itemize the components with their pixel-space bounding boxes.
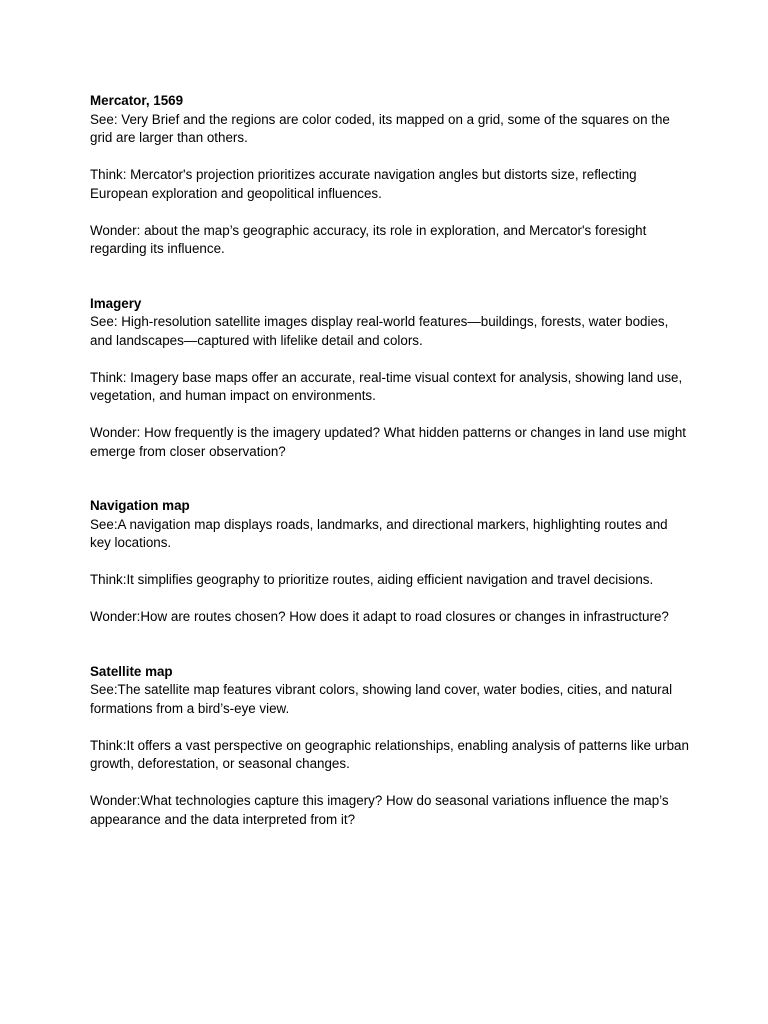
section-satellite-map xyxy=(90,663,690,830)
wonder-paragraph: Wonder: about the map’s geographic accuracy, its role in exploration, and Mercator's foresight regarding its influence. xyxy=(90,222,647,256)
section-navigation-map xyxy=(90,497,690,627)
wonder-paragraph: Wonder: How frequently is the imagery updated? What hidden patterns or changes in land use might emerge from closer observation? xyxy=(90,425,686,459)
see-paragraph: See:The satellite map features vibrant colors, showing land cover, water bodies, cities, and natural formations from a bird’s-eye view. xyxy=(90,682,673,716)
section-mercator xyxy=(90,92,690,259)
think-paragraph: Think:It simplifies geography to prioritize routes, aiding efficient navigation and travel decisions. xyxy=(90,572,654,587)
wonder-paragraph: Wonder:What technologies capture this imagery? How do seasonal variations influence the map’s appearance and the data interpreted from it? xyxy=(90,793,669,827)
see-paragraph: See:A navigation map displays roads, landmarks, and directional markers, highlighting routes and key locations. xyxy=(90,516,668,550)
document-page xyxy=(90,92,690,829)
section-heading: Navigation map xyxy=(90,498,190,513)
section-heading: Satellite map xyxy=(90,663,173,679)
section-imagery xyxy=(90,295,690,462)
think-paragraph: Think:It offers a vast perspective on geographic relationships, enabling analysis of patterns like urban growth, deforestation, or seasonal changes. xyxy=(90,737,689,771)
think-paragraph: Think: Mercator's projection prioritizes accurate navigation angles but distorts size, reflecting European exploration and geopolitical influences. xyxy=(90,167,637,201)
section-heading: Imagery xyxy=(90,295,142,311)
section-heading: Mercator, 1569 xyxy=(90,93,184,108)
see-paragraph: See: Very Brief and the regions are color coded, its mapped on a grid, some of the squares on the grid are larger than others. xyxy=(90,111,670,145)
think-paragraph: Think: Imagery base maps offer an accurate, real-time visual context for analysis, showing land use, vegetation, and human impact on environments. xyxy=(90,369,683,403)
see-paragraph: See: High-resolution satellite images display real-world features—buildings, forests, water bodies, and landscapes—captured with lifelike detail and colors. xyxy=(90,314,669,348)
wonder-paragraph: Wonder:How are routes chosen? How does it adapt to road closures or changes in infrastructure? xyxy=(90,609,669,624)
